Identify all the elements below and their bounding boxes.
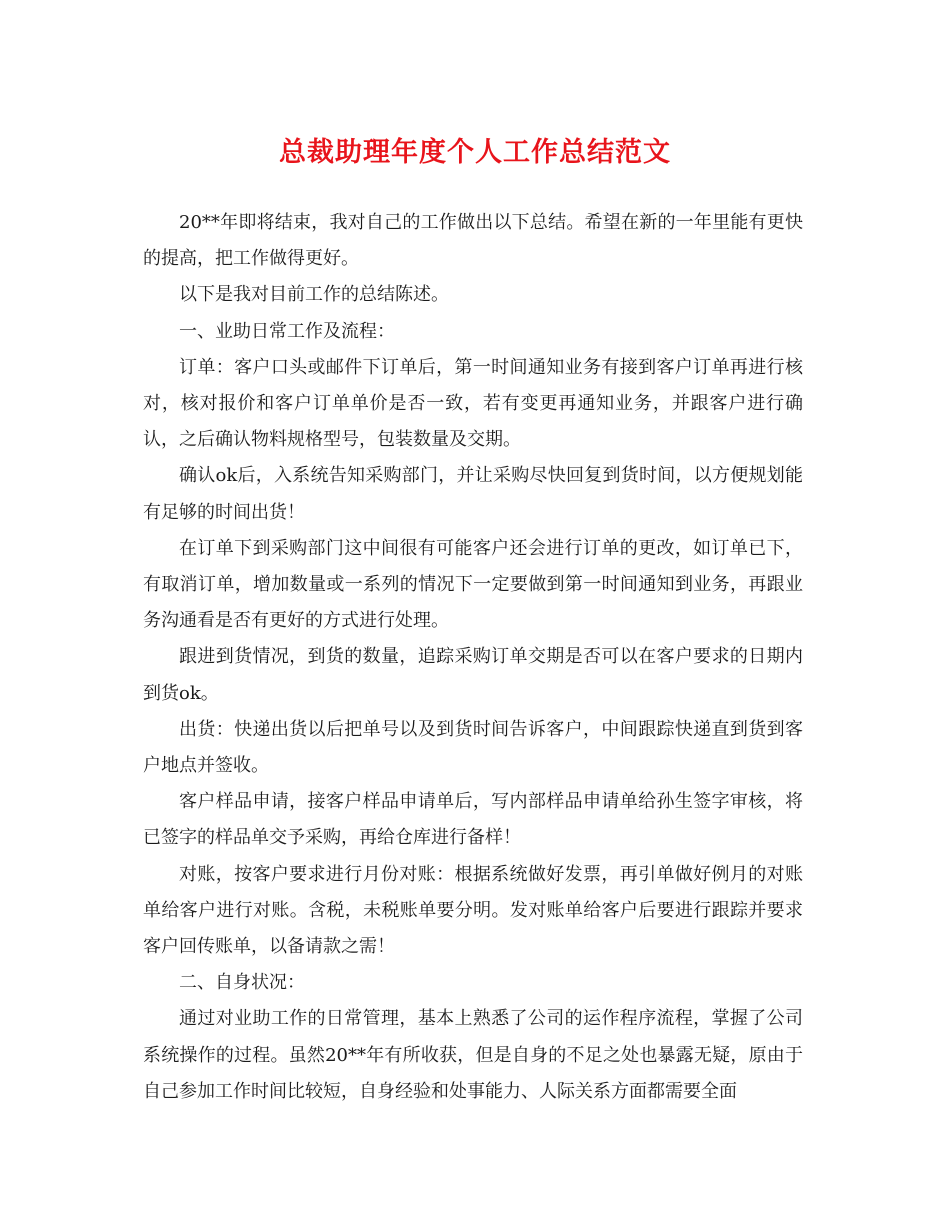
paragraph-order-changes: 在订单下到采购部门这中间很有可能客户还会进行订单的更改，如订单已下，有取消订单，增加数量或一系列的情况下一定要做到第一时间通知到业务，再跟业务沟通看是否有更好的方式进行处理。 (143, 537, 803, 632)
paragraph-orders: 订单：客户口头或邮件下订单后，第一时间通知业务有接到客户订单再进行核对，核对报价和客户订单单价是否一致，若有变更再通知业务，并跟客户进行确认，之后确认物料规格型号，包装数量及交期。 (143, 356, 803, 451)
document-body (143, 205, 803, 1110)
paragraph-reconciliation: 对账，按客户要求进行月份对账：根据系统做好发票，再引单做好例月的对账单给客户进行对账。含税，未税账单要分明。发对账单给客户后要进行跟踪并要求客户回传账单，以备请款之需！ (143, 863, 803, 958)
paragraph-summary-lead: 以下是我对目前工作的总结陈述。 (179, 284, 449, 306)
document-title: 总裁助理年度个人工作总结范文 (279, 137, 671, 168)
paragraph-confirm: 确认ok后，入系统告知采购部门，并让采购尽快回复到货时间，以方便规划能有足够的时间出货！ (143, 465, 803, 523)
paragraph-samples: 客户样品申请，接客户样品申请单后，写内部样品申请单给孙生签字审核，将已签字的样品单交予采购，再给仓库进行备样！ (143, 791, 803, 849)
paragraph-self-status: 通过对业助工作的日常管理，基本上熟悉了公司的运作程序流程，掌握了公司系统操作的过程。虽然20**年有所收获，但是自身的不足之处也暴露无疑，原由于自己参加工作时间比较短，自身经验和处事能力、人际关系方面都需要全面 (143, 1008, 803, 1102)
section-heading-self-status: 二、自身状况： (179, 972, 305, 994)
section-heading-daily-work: 一、业助日常工作及流程： (179, 320, 395, 342)
paragraph-delivery-tracking: 跟进到货情况，到货的数量，追踪采购订单交期是否可以在客户要求的日期内到货ok。 (143, 646, 803, 704)
paragraph-shipping: 出货：快递出货以后把单号以及到货时间告诉客户，中间跟踪快递直到货到客户地点并签收。 (143, 718, 803, 777)
paragraph-intro: 20**年即将结束，我对自己的工作做出以下总结。希望在新的一年里能有更快的提高，把工作做得更好。 (143, 212, 803, 270)
